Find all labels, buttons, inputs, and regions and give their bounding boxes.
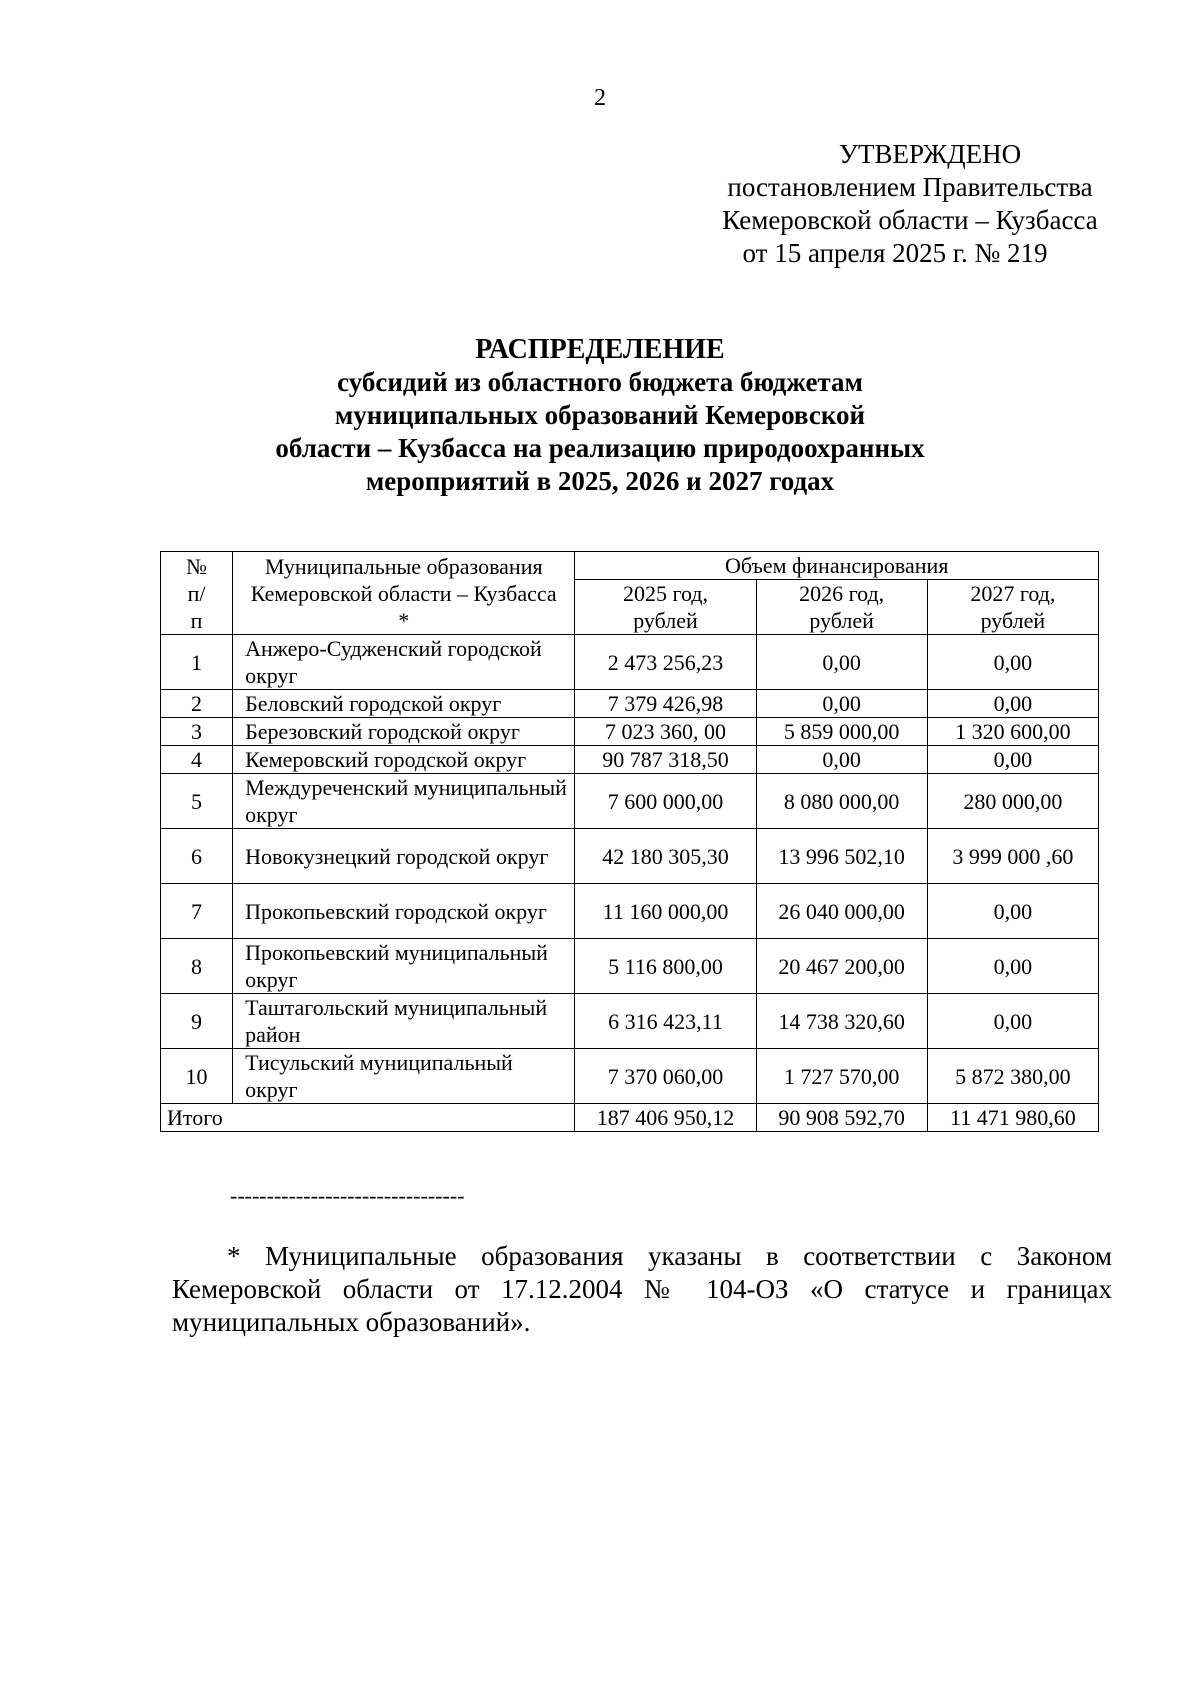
footnote-line-3: муниципальных образований». <box>172 1307 531 1337</box>
row-2026: 0,00 <box>756 746 927 774</box>
footnote-line-2: Кемеровской области от 17.12.2004 № 104-ОЗ «О статусе и границах <box>172 1274 1112 1304</box>
row-2025: 7 379 426,98 <box>575 690 756 718</box>
row-2027: 0,00 <box>927 746 1098 774</box>
table-row <box>161 829 1099 884</box>
footnote <box>172 1240 1112 1339</box>
approval-line-2: постановлением Правительства <box>727 172 1093 202</box>
row-num: 1 <box>161 635 233 690</box>
table-row <box>161 690 1099 718</box>
row-num: 7 <box>161 884 233 939</box>
row-num: 3 <box>161 718 233 746</box>
row-2025: 7 023 360, 00 <box>575 718 756 746</box>
row-2027: 0,00 <box>927 690 1098 718</box>
row-name: Прокопьевский муниципальный округ <box>233 939 575 994</box>
row-2027: 0,00 <box>927 635 1098 690</box>
row-name: Таштагольский муниципальный район <box>233 994 575 1049</box>
row-2027: 3 999 000 ,60 <box>927 829 1098 884</box>
row-2026: 26 040 000,00 <box>756 884 927 939</box>
row-num: 9 <box>161 994 233 1049</box>
row-2025: 90 787 318,50 <box>575 746 756 774</box>
table-row <box>161 939 1099 994</box>
approval-block <box>690 138 1130 270</box>
total-label: Итого <box>161 1104 575 1132</box>
row-2026: 8 080 000,00 <box>756 774 927 829</box>
row-num: 4 <box>161 746 233 774</box>
row-num: 6 <box>161 829 233 884</box>
row-2026: 14 738 320,60 <box>756 994 927 1049</box>
row-name: Междуреченский муниципальный округ <box>233 774 575 829</box>
page-number: 2 <box>594 85 606 111</box>
total-2027: 11 471 980,60 <box>927 1104 1098 1132</box>
row-2027: 280 000,00 <box>927 774 1098 829</box>
table-row <box>161 1049 1099 1104</box>
row-2026: 20 467 200,00 <box>756 939 927 994</box>
table-row <box>161 774 1099 829</box>
row-2026: 1 727 570,00 <box>756 1049 927 1104</box>
row-name: Тисульский муниципальный округ <box>233 1049 575 1104</box>
approval-line-3: Кемеровской области – Кузбасса <box>722 205 1098 235</box>
row-2026: 5 859 000,00 <box>756 718 927 746</box>
table-row <box>161 884 1099 939</box>
row-2025: 6 316 423,11 <box>575 994 756 1049</box>
header-funding: Объем финансирования <box>575 552 1099 580</box>
table-row <box>161 718 1099 746</box>
row-2027: 1 320 600,00 <box>927 718 1098 746</box>
footnote-divider: -------------------------------- <box>230 1183 465 1208</box>
title-line-1: РАСПРЕДЕЛЕНИЕ <box>475 334 725 365</box>
header-2027: 2027 год, рублей <box>927 580 1098 635</box>
row-2027: 0,00 <box>927 994 1098 1049</box>
header-2026: 2026 год, рублей <box>756 580 927 635</box>
row-2025: 5 116 800,00 <box>575 939 756 994</box>
title-line-4: области – Кузбасса на реализацию природоохранных <box>275 433 925 463</box>
row-2025: 7 600 000,00 <box>575 774 756 829</box>
approval-date: от 15 апреля 2025 г. № 219 <box>742 238 1048 268</box>
row-2027: 0,00 <box>927 884 1098 939</box>
row-2026: 0,00 <box>756 635 927 690</box>
table-row <box>161 746 1099 774</box>
row-2027: 5 872 380,00 <box>927 1049 1098 1104</box>
footnote-line-1: * Муниципальные образования указаны в соответствии с Законом <box>227 1241 1112 1271</box>
row-num: 10 <box>161 1049 233 1104</box>
table-row <box>161 635 1099 690</box>
title-line-3: муниципальных образований Кемеровской <box>334 400 866 430</box>
row-2027: 0,00 <box>927 939 1098 994</box>
row-2025: 7 370 060,00 <box>575 1049 756 1104</box>
row-num: 5 <box>161 774 233 829</box>
row-2026: 13 996 502,10 <box>756 829 927 884</box>
row-num: 2 <box>161 690 233 718</box>
row-2025: 11 160 000,00 <box>575 884 756 939</box>
row-2025: 42 180 305,30 <box>575 829 756 884</box>
header-num: № п/п <box>161 552 233 635</box>
distribution-table <box>160 551 1099 1132</box>
row-2026: 0,00 <box>756 690 927 718</box>
row-num: 8 <box>161 939 233 994</box>
row-name: Березовский городской округ <box>233 718 575 746</box>
total-row <box>161 1104 1099 1132</box>
row-name: Прокопьевский городской округ <box>233 884 575 939</box>
total-2026: 90 908 592,70 <box>756 1104 927 1132</box>
title-line-5: мероприятий в 2025, 2026 и 2027 годах <box>365 466 835 496</box>
approval-stamp-title: УТВЕРЖДЕНО <box>838 139 1022 169</box>
title-line-2: субсидий из областного бюджета бюджетам <box>337 367 863 397</box>
header-2025: 2025 год, рублей <box>575 580 756 635</box>
table-row <box>161 994 1099 1049</box>
total-2025: 187 406 950,12 <box>575 1104 756 1132</box>
row-name: Анжеро-Судженский городской округ <box>233 635 575 690</box>
row-name: Беловский городской округ <box>233 690 575 718</box>
document-title <box>0 333 1200 498</box>
row-name: Новокузнецкий городской округ <box>233 829 575 884</box>
row-2025: 2 473 256,23 <box>575 635 756 690</box>
header-municipality: Муниципальные образования Кемеровской области – Кузбасса * <box>233 552 575 635</box>
row-name: Кемеровский городской округ <box>233 746 575 774</box>
